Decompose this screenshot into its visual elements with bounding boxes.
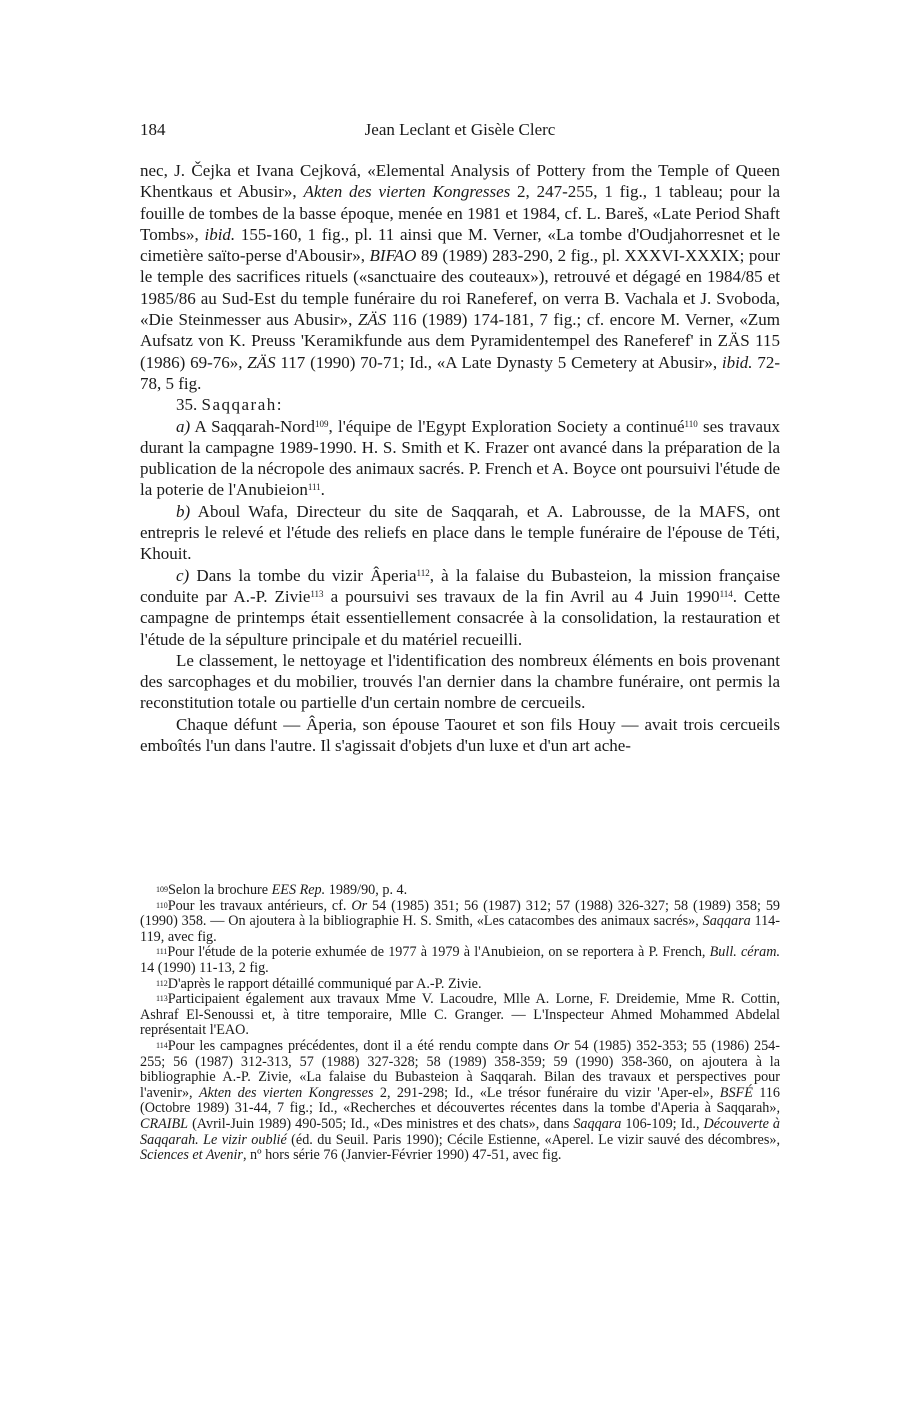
body-text — [140, 160, 780, 756]
paragraph-chaque-defunt: Chaque défunt — Âperia, son épouse Taouret et son fils Houy — avait trois cercueils emboîtés l'un dans l'autre. Il s'agissait d'objets d'un luxe et d'un art ache- — [140, 714, 780, 756]
page-number: 184 — [140, 120, 166, 139]
footnote-ref: 111 — [307, 482, 321, 493]
footnote-ref: 112 — [416, 567, 430, 578]
running-title: Jean Leclant et Gisèle Clerc — [364, 120, 556, 139]
page-header — [140, 120, 780, 144]
footnote-ref: 113 — [310, 588, 324, 599]
paragraph-abusir-continued: nec, J. Čejka et Ivana Cejková, «Elemental Analysis of Pottery from the Temple of Queen Khentkaus et Abusir», Akten des vierten Kongresses 2, 247-255, 1 fig., 1 tableau; pour la fouille de tombes de la basse époque, menée en 1981 et 1984, cf. L. Bareš, «Late Period Shaft Tombs», ibid. 155-160, 1 fig., pl. 11 ainsi que M. Verner, «La tombe d'Oudjahorresnet et le cimetière saïto-perse d'Abousir», BIFAO 89 (1989) 283-290, 2 fig., pl. XXXVI-XXXIX; pour le temple des sacrifices rituels («sanctuaire des couteaux»), retrouvé et dégagé en 1984/85 et 1985/86 au Sud-Est du temple funéraire du roi Raneferef, on verra B. Vachala et J. Svoboda, «Die Steinmesser aus Abusir», ZÄS 116 (1989) 174-181, 7 fig.; cf. encore M. Verner, «Zum Aufsatz von K. Preuss 'Keramikfunde aus dem Pyramidentempel des Raneferef' in ZÄS 115 (1986) 69-76», ZÄS 117 (1990) 70-71; Id., «A Late Dynasty 5 Cemetery at Abusir», ibid. 72-78, 5 fig. — [140, 161, 781, 393]
footnote-114: $^{114}$Pour les campagnes précédentes, dont il a été rendu compte dans Or 54 (1985) 352-353; 55 (1986) 254-255; 56 (1987) 312-313, 57 (1988) 327-328; 58 (1989) 358-359; 59 (1990) 358-360, on ajoutera à la bibliographie A.-P. Zivie, «La falaise du Bubasteion à Saqqarah. Bilan des travaux et perspectives pour l'avenir», Akten des vierten Kongresses 2, 291-298; Id., «Le trésor funéraire du vizir 'Aper-el», BSFÉ 116 (Octobre 1989) 31-44, 7 fig.; Id., «Recherches et découvertes récentes dans la tombe d'Aperia à Saqqarah», CRAIBL (Avril-Juin 1989) 490-505; Id., «Des ministres et des chats», dans Saqqara 106-109; Id., Découverte à Saqqarah. Le vizir oublié (éd. du Seuil. Paris 1990); Cécile Estienne, «Aperel. Le vizir sauvé des décombres», Sciences et Avenir, nº hors série 76 (Janvier-Février 1990) 47-51, avec fig. — [140, 1037, 780, 1164]
paragraph-a: a) A Saqqarah-Nord$^{109}$, l'équipe de l'Egypt Exploration Society a continué$^{110}$ ses travaux durant la campagne 1989-1990. H. S. Smith et K. Frazer ont avancé dans la préparation de la publication de la nécropole des animaux sacrés. P. French et A. Boyce ont poursuivi l'étude de la poterie de l'Anubieion$^{111}$. — [140, 416, 781, 500]
footnote-109: $^{109}$Selon la brochure EES Rep. 1989/90, p. 4. — [156, 882, 408, 898]
section-title: Saqqarah: — [201, 395, 283, 415]
footnote-112: $^{112}$D'après le rapport détaillé communiqué par A.-P. Zivie. — [156, 975, 482, 992]
paragraph-b: b) Aboul Wafa, Directeur du site de Saqqarah, et A. Labrousse, de la MAFS, ont entrepris le relevé et l'étude des reliefs en place dans le temple funéraire de l'épouse de Téti, Khouit. — [140, 501, 780, 564]
paragraph-c: c) Dans la tombe du vizir Âperia$^{112}$, à la falaise du Bubasteion, la mission française conduite par A.-P. Zivie$^{113}$ a poursuivi ses travaux de la fin Avril au 4 Juin 1990$^{114}$. Cette campagne de printemps était essentiellement consacrée à la consolidation, la restauration et l'étude de la sépulture principale et du matériel recueilli. — [140, 565, 780, 649]
footnote-111: $^{111}$Pour l'étude de la poterie exhumée de 1977 à 1979 à l'Anubieion, on se reportera à P. French, Bull. céram. 14 (1990) 11-13, 2 fig. — [140, 944, 780, 976]
footnote-ref: 110 — [684, 418, 698, 429]
footnote-ref: 114 — [719, 588, 733, 599]
footnote-113: $^{113}$Participaient également aux travaux Mme V. Lacoudre, Mlle A. Lorne, F. Dreidemie, Mme R. Cottin, Ashraf El-Senoussi et, à titre temporaire, Mlle C. Granger. — L'Inspecteur Ahmed Mohammed Abdelal représentait l'EAO. — [140, 991, 780, 1039]
paragraph-classement: Le classement, le nettoyage et l'identification des nombreux éléments en bois provenant des sarcophages et du mobilier, trouvés l'an dernier dans la chambre funéraire, ont permis la reconstitution totale ou partielle d'un certain nombre de cercueils. — [140, 650, 780, 713]
footnote-110: $^{110}$Pour les travaux antérieurs, cf. Or 54 (1985) 351; 56 (1987) 312; 57 (1988) 326-327; 58 (1989) 358; 59 (1990) 358. — On ajoutera à la bibliographie H. S. Smith, «Les catacombes des animaux sacrés», Saqqara 114-119, avec fig. — [140, 897, 781, 945]
section-heading: 35. Saqqarah: — [176, 395, 283, 415]
footnotes — [140, 883, 780, 1164]
footnote-ref: 109 — [314, 418, 329, 429]
